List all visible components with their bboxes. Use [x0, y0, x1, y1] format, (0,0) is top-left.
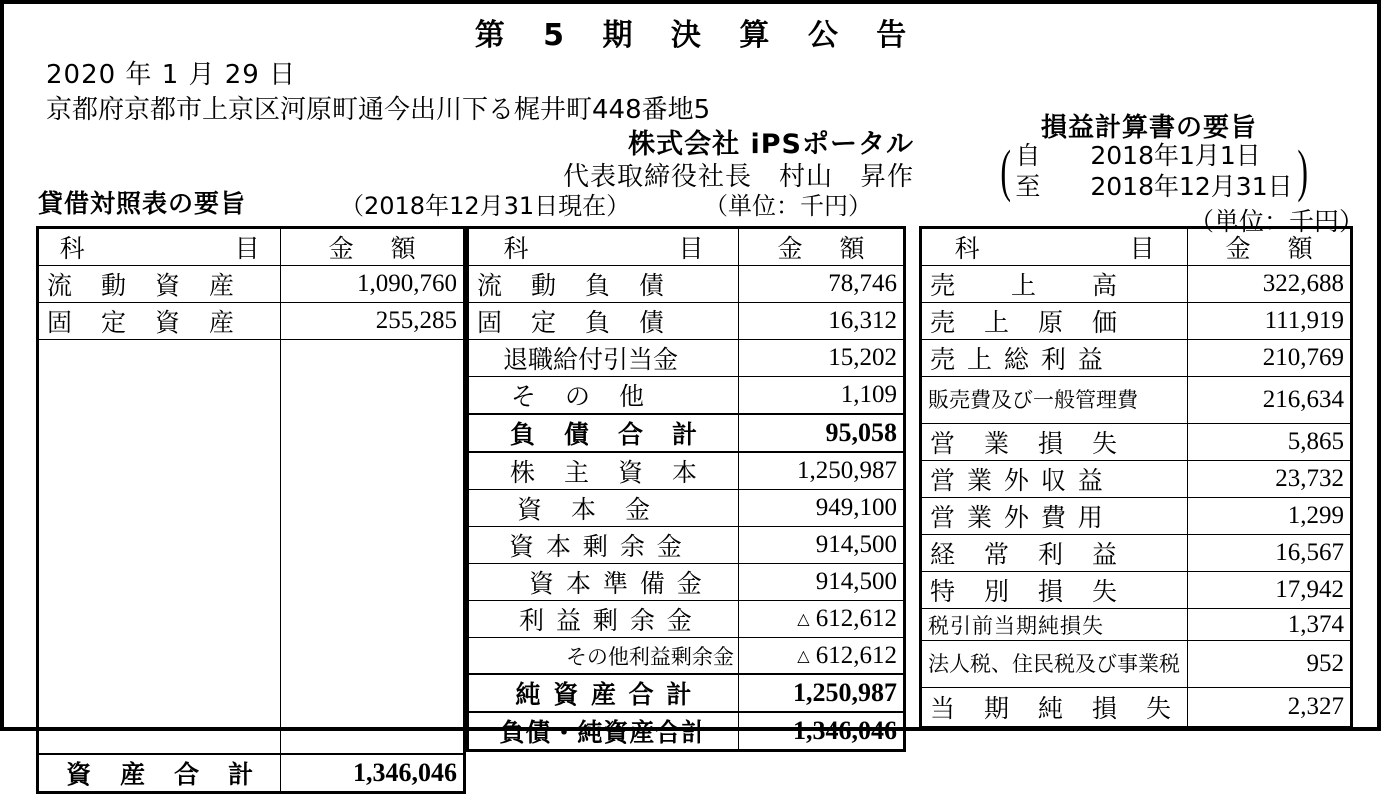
table-row	[468, 638, 905, 675]
table-row-spacer	[38, 585, 465, 620]
liability-amount-fixed: 16,312	[738, 303, 904, 340]
table-header-row	[921, 228, 1352, 266]
table-row	[921, 266, 1352, 303]
table-row	[38, 266, 465, 303]
liabilities-total-row	[468, 414, 905, 452]
page-title: 第 5 期 決 算 公 告	[474, 18, 921, 53]
col-item-header: 科 目	[921, 228, 1188, 266]
table-row	[468, 601, 905, 638]
table-row-spacer	[38, 480, 465, 515]
paren-open-icon: (	[1000, 138, 1012, 203]
equity-amount-capital-reserve: 914,500	[738, 564, 904, 601]
pl-amount-cost-of-sales: 111,919	[1188, 303, 1352, 340]
equity-item-retained-earnings: 利 益 剰 余 金	[468, 601, 739, 638]
pl-item-pretax-loss: 税引前当期純損失	[921, 609, 1188, 641]
equity-item-capital: 資 本 金	[468, 490, 739, 527]
liability-item-retirement: 退職給付引当金	[468, 340, 739, 377]
table-row	[921, 461, 1352, 498]
pl-amount-income-taxes: 952	[1188, 641, 1352, 688]
liab-equity-total-label: 負債・純資産合計	[468, 712, 739, 751]
pl-item-non-operating-expenses: 営 業 外 費 用	[921, 498, 1188, 535]
asset-item-fixed: 固 定 資 産	[38, 303, 281, 340]
pl-amount-non-operating-expenses: 1,299	[1188, 498, 1352, 535]
table-row	[38, 303, 465, 340]
pl-amount-extraordinary-loss: 17,942	[1188, 572, 1352, 609]
table-header-row	[38, 228, 465, 266]
pl-item-gross-profit: 売 上 総 利 益	[921, 340, 1188, 377]
table-row	[921, 688, 1352, 728]
assets-total-amount: 1,346,046	[281, 754, 465, 793]
balance-sheet-assets-table	[36, 226, 466, 794]
table-row-spacer	[38, 375, 465, 410]
pl-item-income-taxes: 法人税、住民税及び事業税	[921, 641, 1188, 688]
pl-amount-ordinary-income: 16,567	[1188, 535, 1352, 572]
liabilities-total-amount: 95,058	[738, 414, 904, 452]
pl-amount-sga: 216,634	[1188, 377, 1352, 424]
table-row	[468, 266, 905, 303]
table-row-spacer	[38, 515, 465, 550]
table-row	[468, 452, 905, 490]
balance-sheet-as-of: （2018年12月31日現在）	[340, 192, 631, 220]
table-row-spacer	[38, 655, 465, 690]
table-row	[468, 527, 905, 564]
col-item-header: 科 目	[38, 228, 281, 266]
balance-sheet-liabilities-table	[466, 226, 906, 752]
equity-amount-capital-surplus: 914,500	[738, 527, 904, 564]
asset-amount-current: 1,090,760	[281, 266, 465, 303]
liability-item-other: そ の 他	[468, 377, 739, 415]
table-row-spacer	[38, 690, 465, 725]
pl-item-operating-loss: 営 業 損 失	[921, 424, 1188, 461]
equity-item-capital-reserve: 資 本 準 備 金	[468, 564, 739, 601]
table-row	[921, 498, 1352, 535]
equity-amount-retained-earnings	[738, 601, 904, 638]
equity-item-shareholders: 株 主 資 本	[468, 452, 739, 490]
table-row	[468, 490, 905, 527]
table-row	[468, 340, 905, 377]
equity-amount-capital: 949,100	[738, 490, 904, 527]
negative-mark-icon: △	[797, 611, 810, 628]
table-row	[921, 303, 1352, 340]
asset-amount-fixed: 255,285	[281, 303, 465, 340]
table-row	[921, 377, 1352, 424]
table-row	[921, 572, 1352, 609]
equity-total-label: 純 資 産 合 計	[468, 674, 739, 712]
company-name: 株式会社 iPSポータル	[628, 129, 914, 160]
assets-total-label: 資 産 合 計	[38, 754, 281, 793]
liab-equity-total-amount: 1,346,046	[738, 712, 904, 751]
col-item-header: 科 目	[468, 228, 739, 266]
table-row	[468, 377, 905, 415]
pl-item-non-operating-income: 営 業 外 収 益	[921, 461, 1188, 498]
liability-item-fixed: 固 定 負 債	[468, 303, 739, 340]
table-row-spacer	[38, 445, 465, 480]
equity-amount-other-retained	[738, 638, 904, 675]
asset-item-current: 流 動 資 産	[38, 266, 281, 303]
equity-item-capital-surplus: 資 本 剰 余 金	[468, 527, 739, 564]
col-amount-header: 金 額	[281, 228, 465, 266]
company-address: 京都府京都市上京区河原町通今出川下る梶井町448番地5	[46, 95, 711, 125]
announcement-date: 2020 年 1 月 29 日	[46, 60, 297, 90]
pl-amount-operating-loss: 5,865	[1188, 424, 1352, 461]
pl-amount-gross-profit: 210,769	[1188, 340, 1352, 377]
pl-item-net-loss: 当 期 純 損 失	[921, 688, 1188, 728]
income-statement-table	[919, 226, 1353, 729]
representative-name: 代表取締役社長 村山 昇作	[562, 162, 914, 192]
col-amount-header: 金 額	[738, 228, 904, 266]
assets-total-row	[38, 754, 465, 793]
table-row-spacer	[38, 620, 465, 655]
table-row-spacer	[38, 550, 465, 585]
table-row	[468, 564, 905, 601]
negative-mark-icon: △	[797, 647, 810, 665]
pl-item-ordinary-income: 経 常 利 益	[921, 535, 1188, 572]
pl-item-extraordinary-loss: 特 別 損 失	[921, 572, 1188, 609]
table-row	[468, 303, 905, 340]
pl-amount-net-sales: 322,688	[1188, 266, 1352, 303]
equity-total-amount: 1,250,987	[738, 674, 904, 712]
table-row-spacer	[38, 725, 465, 754]
balance-sheet-caption: 貸借対照表の要旨	[38, 189, 247, 218]
pl-item-net-sales: 売 上 高	[921, 266, 1188, 303]
liabilities-total-label: 負 債 合 計	[468, 414, 739, 452]
liability-amount-retirement: 15,202	[738, 340, 904, 377]
liability-amount-other: 1,109	[738, 377, 904, 415]
pl-amount-non-operating-income: 23,732	[1188, 461, 1352, 498]
equity-total-row	[468, 674, 905, 712]
income-statement-period	[939, 140, 1369, 202]
liability-item-current: 流 動 負 債	[468, 266, 739, 303]
income-statement-unit: （単位：千円）	[1188, 207, 1364, 236]
value: 612,612	[815, 641, 897, 669]
value: 612,612	[815, 605, 897, 632]
paren-close-icon: )	[1296, 138, 1308, 203]
table-header-row	[468, 228, 905, 266]
pl-item-cost-of-sales: 売 上 原 価	[921, 303, 1188, 340]
table-row	[921, 535, 1352, 572]
equity-item-other-retained: その他利益剰余金	[468, 638, 739, 675]
period-from: 自 2018年1月1日	[1015, 141, 1261, 170]
pl-item-sga: 販売費及び一般管理費	[921, 377, 1188, 424]
pl-amount-net-loss: 2,327	[1188, 688, 1352, 728]
balance-sheet-unit: （単位：千円）	[704, 192, 872, 220]
table-row-spacer	[38, 340, 465, 376]
table-row	[921, 424, 1352, 461]
table-row	[921, 609, 1352, 641]
pl-amount-pretax-loss: 1,374	[1188, 609, 1352, 641]
liability-amount-current: 78,746	[738, 266, 904, 303]
col-amount-header: 金 額	[1188, 228, 1352, 266]
period-to: 至 2018年12月31日	[1015, 172, 1293, 201]
table-row-spacer	[38, 410, 465, 445]
equity-amount-shareholders: 1,250,987	[738, 452, 904, 490]
income-statement-caption: 損益計算書の要旨	[1040, 113, 1257, 143]
table-row	[921, 641, 1352, 688]
table-row	[921, 340, 1352, 377]
liab-equity-total-row	[468, 712, 905, 751]
